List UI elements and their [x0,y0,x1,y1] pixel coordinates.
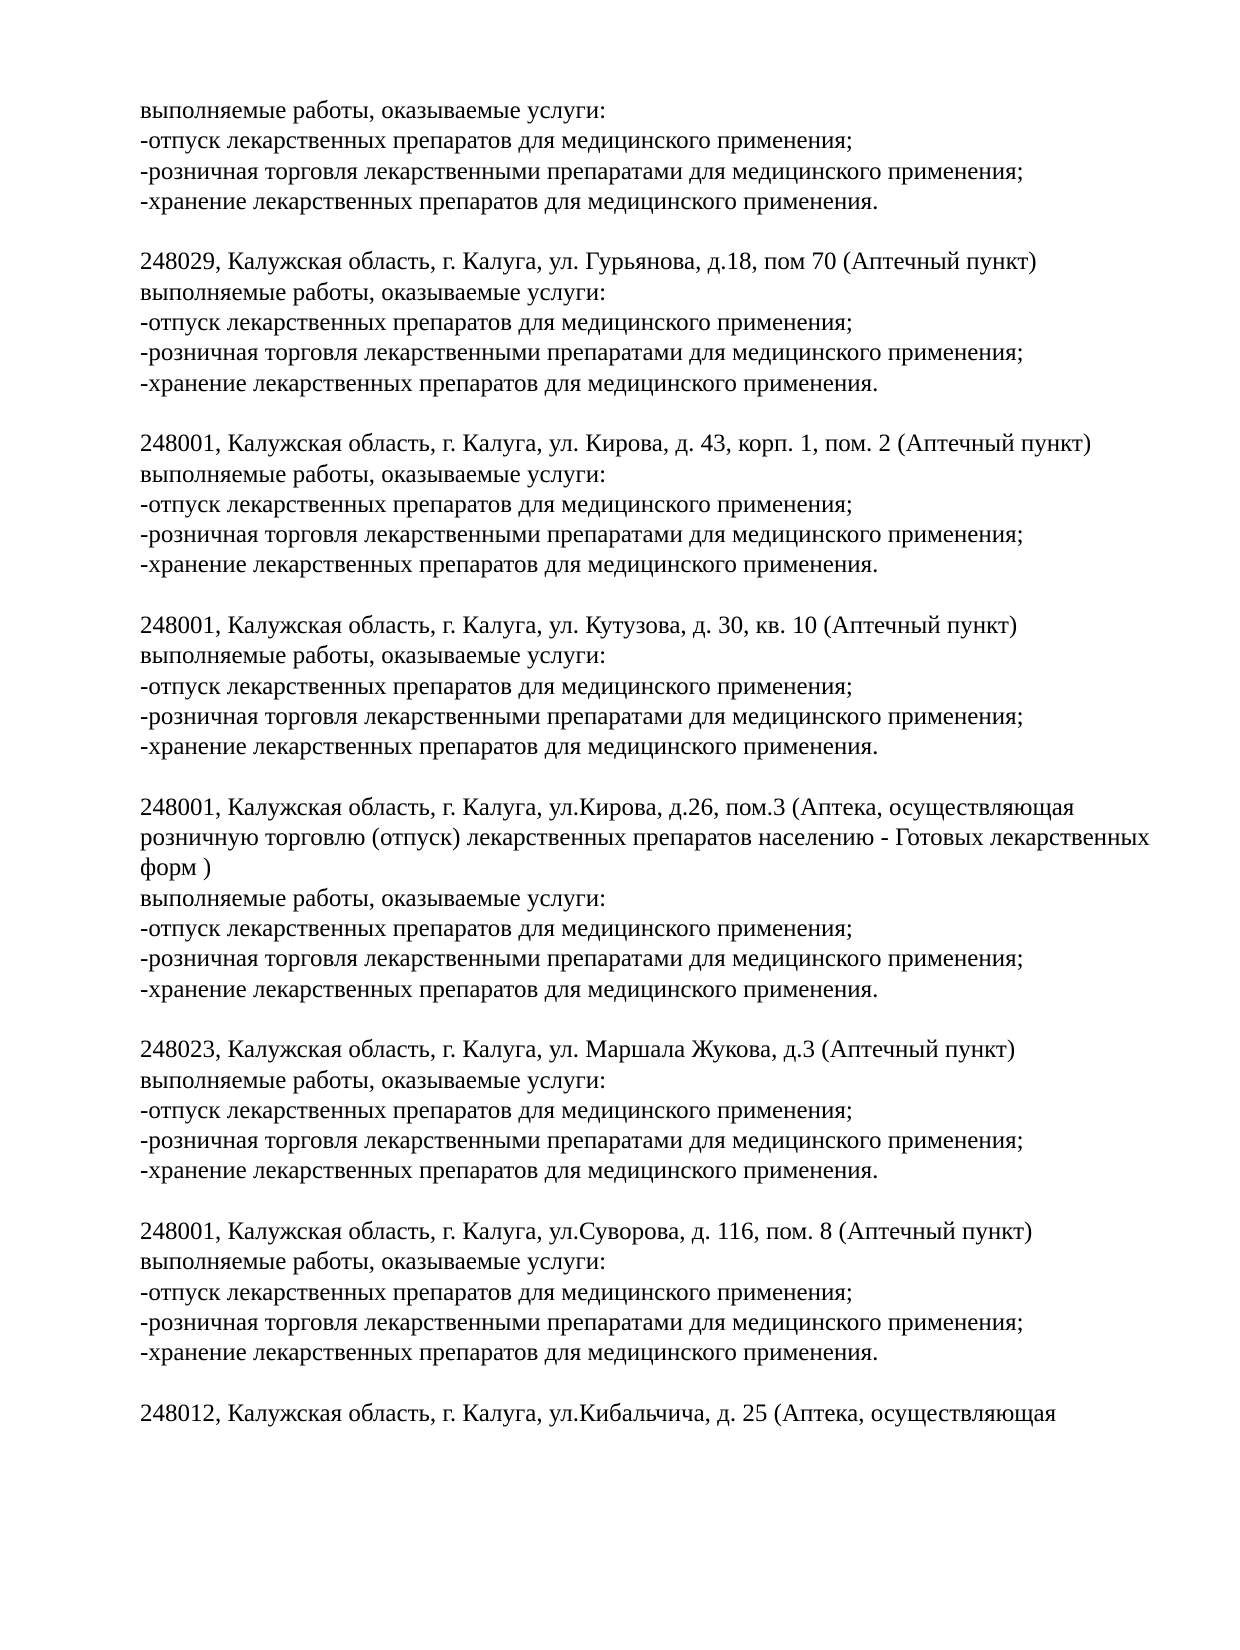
document-text-content [140,96,1180,1429]
text-line: выполняемые работы, оказываемые услуги: [140,1248,607,1276]
text-line: -отпуск лекарственных препаратов для медицинского применения; [140,915,853,943]
text-line: -хранение лекарственных препаратов для медицинского применения. [140,975,879,1003]
text-line: 248001, Калужская область, г. Калуга, ул. Кирова, д. 43, корп. 1, пом. 2 (Аптечный пункт) [140,430,1092,458]
text-line: -розничная торговля лекарственными препаратами для медицинского применения; [140,339,1024,367]
text-line: 248001, Калужская область, г. Калуга, ул.Кирова, д.26, пом.3 (Аптека, осуществляющая [140,793,1075,821]
pharmacy-entry-kutuzova-30 [140,611,1180,762]
text-line: -отпуск лекарственных препаратов для медицинского применения; [140,672,853,700]
text-line: выполняемые работы, оказываемые услуги: [140,642,607,670]
text-line: -отпуск лекарственных препаратов для медицинского применения; [140,309,853,337]
pharmacy-entry-kirova-26 [140,793,1180,1005]
text-line: -отпуск лекарственных препаратов для медицинского применения; [140,127,853,155]
text-line: выполняемые работы, оказываемые услуги: [140,278,607,306]
text-line: выполняемые работы, оказываемые услуги: [140,460,607,488]
text-line: 248029, Калужская область, г. Калуга, ул. Гурьянова, д.18, пом 70 (Аптечный пункт) [140,248,1037,276]
text-line: розничную торговлю (отпуск) лекарственных препаратов населению - Готовых лекарственных [140,824,1150,852]
pharmacy-entry-guryanova-18 [140,247,1180,398]
services-block-partial [140,96,1180,217]
text-line: -отпуск лекарственных препаратов для медицинского применения; [140,1278,853,1306]
text-line: -розничная торговля лекарственными препаратами для медицинского применения; [140,1127,1024,1155]
text-line: 248012, Калужская область, г. Калуга, ул.Кибальчича, д. 25 (Аптека, осуществляющая [140,1399,1057,1427]
text-line: 248001, Калужская область, г. Калуга, ул. Кутузова, д. 30, кв. 10 (Аптечный пункт) [140,612,1018,640]
text-line: 248023, Калужская область, г. Калуга, ул. Маршала Жукова, д.3 (Аптечный пункт) [140,1036,1016,1064]
text-line: -розничная торговля лекарственными препаратами для медицинского применения; [140,157,1024,185]
text-line: 248001, Калужская область, г. Калуга, ул.Суворова, д. 116, пом. 8 (Аптечный пункт) [140,1217,1033,1245]
text-line: форм ) [140,854,212,882]
pharmacy-entry-kirova-43 [140,429,1180,580]
text-line: -розничная торговля лекарственными препаратами для медицинского применения; [140,521,1024,549]
text-line: -отпуск лекарственных препаратов для медицинского применения; [140,1096,853,1124]
pharmacy-entry-suvorova-116 [140,1217,1180,1368]
text-line: -отпуск лекарственных препаратов для медицинского применения; [140,490,853,518]
text-line: -хранение лекарственных препаратов для медицинского применения. [140,551,879,579]
text-line: выполняемые работы, оказываемые услуги: [140,1066,607,1094]
text-line: -хранение лекарственных препаратов для медицинского применения. [140,1339,879,1367]
text-line: выполняемые работы, оказываемые услуги: [140,97,607,124]
text-line: -розничная торговля лекарственными препаратами для медицинского применения; [140,945,1024,973]
pharmacy-entry-marshala-zhukova-3 [140,1035,1180,1186]
text-line: выполняемые работы, оказываемые услуги: [140,884,607,912]
text-line: -хранение лекарственных препаратов для медицинского применения. [140,369,879,397]
text-line: -розничная торговля лекарственными препаратами для медицинского применения; [140,702,1024,730]
text-line: -хранение лекарственных препаратов для медицинского применения. [140,1157,879,1185]
text-line: -хранение лекарственных препаратов для медицинского применения. [140,733,879,761]
text-line: -розничная торговля лекарственными препаратами для медицинского применения; [140,1308,1024,1336]
text-line: -хранение лекарственных препаратов для медицинского применения. [140,187,879,215]
pharmacy-entry-kibalchicha-25-partial [140,1399,1180,1429]
